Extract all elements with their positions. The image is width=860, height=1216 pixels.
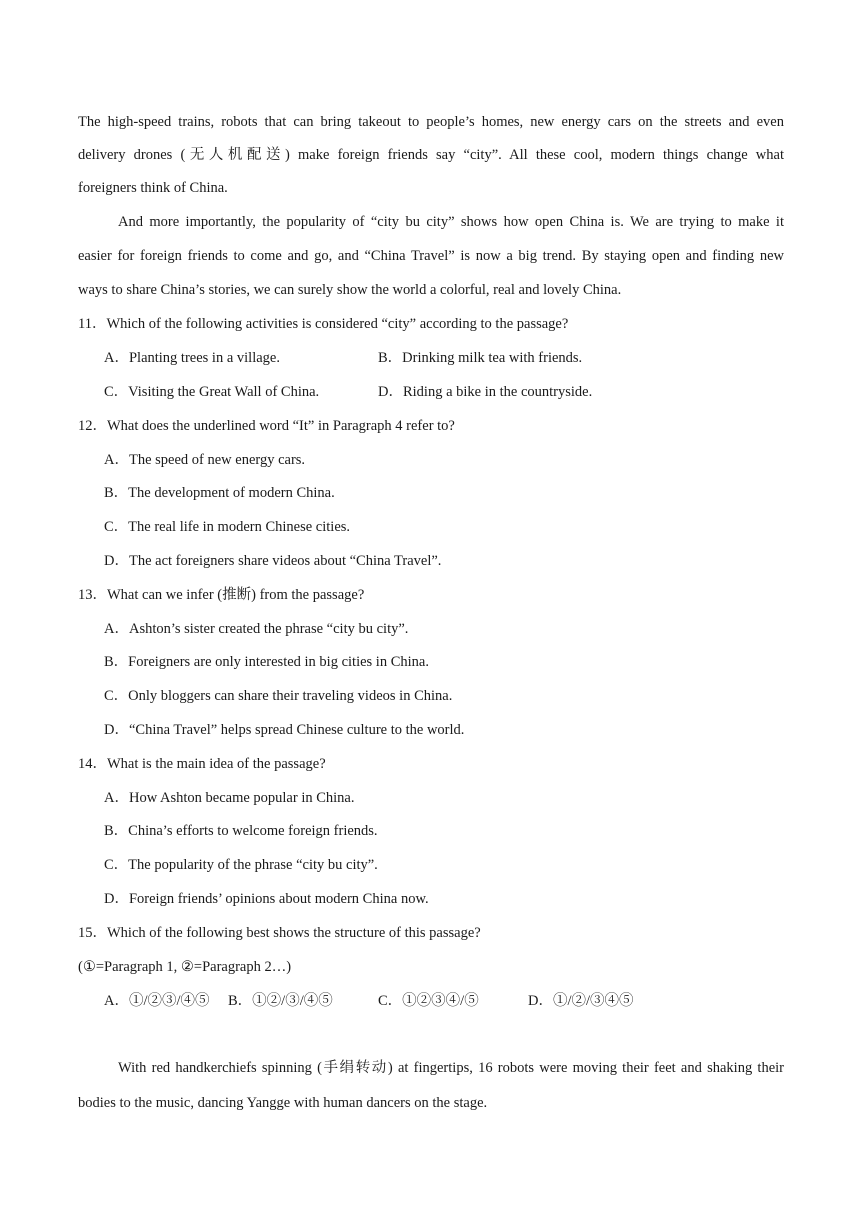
question-15-note: (①=Paragraph 1, ②=Paragraph 2…) (78, 959, 292, 975)
passage-a-p2-line2: easier for foreign friends to come and go, and “China Travel” is now a big trend. By staying open and finding new (78, 248, 784, 264)
question-12-option-b: B．The development of modern China. (104, 485, 335, 501)
question-13-option-b: B．Foreigners are only interested in big cities in China. (104, 654, 429, 670)
question-14-option-a: A．How Ashton became popular in China. (104, 790, 355, 806)
question-15-option-c: C．①②③④/⑤ (378, 993, 479, 1009)
passage-a-p2-line1: And more importantly, the popularity of “city bu city” shows how open China is. We are trying to make it (118, 214, 784, 230)
question-15-option-a: A．①/②③/④⑤ (104, 993, 210, 1009)
question-13-option-a: A．Ashton’s sister created the phrase “city bu city”. (104, 621, 409, 637)
question-12-option-c: C．The real life in modern Chinese cities. (104, 519, 351, 535)
question-13-stem: 13．What can we infer (推断) from the passage? (78, 587, 365, 603)
question-11-option-b: B．Drinking milk tea with friends. (378, 350, 583, 366)
question-11-stem: 11．Which of the following activities is considered “city” according to the passage? (78, 316, 569, 332)
passage-a-p2-line3: ways to share China’s stories, we can surely show the world a colorful, real and lovely China. (78, 282, 622, 298)
question-12-option-a: A．The speed of new energy cars. (104, 452, 306, 468)
question-14-option-c: C．The popularity of the phrase “city bu city”. (104, 857, 378, 873)
question-12-option-d: D．The act foreigners share videos about “China Travel”. (104, 553, 442, 569)
question-15-option-b: B．①②/③/④⑤ (228, 993, 333, 1009)
question-12-stem: 12．What does the underlined word “It” in Paragraph 4 refer to? (78, 418, 455, 434)
question-14-option-d: D．Foreign friends’ opinions about modern China now. (104, 891, 429, 907)
passage-b-p1-line1: With red handkerchiefs spinning (手绢转动) at fingertips, 16 robots were moving their feet and shaking their (118, 1060, 784, 1076)
question-15-option-d: D．①/②/③④⑤ (528, 993, 634, 1009)
question-13-option-d: D．“China Travel” helps spread Chinese culture to the world. (104, 722, 465, 738)
passage-a-p1-line2: delivery drones (无人机配送) make foreign friends say “city”. All these cool, modern things change what (78, 147, 784, 163)
question-11-option-a: A．Planting trees in a village. (104, 350, 280, 366)
question-15-stem: 15．Which of the following best shows the structure of this passage? (78, 925, 481, 941)
question-14-stem: 14．What is the main idea of the passage? (78, 756, 326, 772)
passage-a-p1-line1: The high-speed trains, robots that can bring takeout to people’s homes, new energy cars on the streets and even (78, 114, 784, 130)
question-11-option-d: D．Riding a bike in the countryside. (378, 384, 593, 400)
question-14-option-b: B．China’s efforts to welcome foreign friends. (104, 823, 378, 839)
passage-a-p1-line3: foreigners think of China. (78, 180, 228, 196)
question-11-option-c: C．Visiting the Great Wall of China. (104, 384, 320, 400)
passage-b-p1-line2: bodies to the music, dancing Yangge with human dancers on the stage. (78, 1095, 488, 1111)
question-13-option-c: C．Only bloggers can share their traveling videos in China. (104, 688, 453, 704)
